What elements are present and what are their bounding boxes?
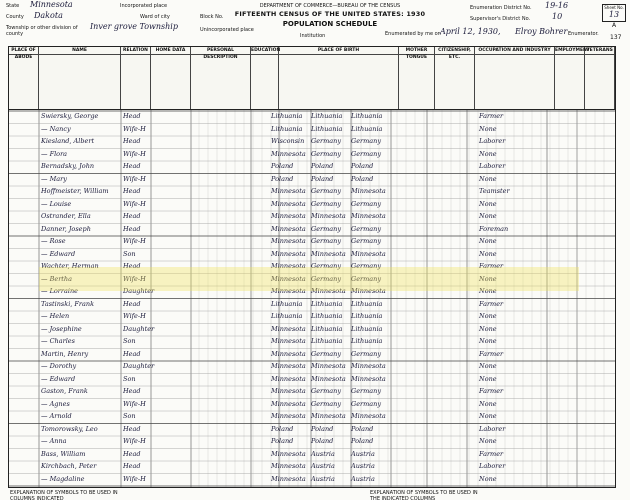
cell-name: — Mary: [41, 174, 67, 183]
footer-right-note: EXPLANATION OF SYMBOLS TO BE USED IN THE INDICATED COLUMNS: [370, 490, 478, 502]
cell-name: Bernadsky, John: [41, 162, 95, 170]
census-title: FIFTEENTH CENSUS OF THE UNITED STATES: 1930: [234, 10, 426, 18]
cell-relation: Head: [123, 387, 141, 395]
table-row: [9, 111, 613, 124]
cell-mother: Germany: [351, 149, 382, 158]
cell-relation: Head: [123, 224, 141, 233]
cell-occupation: None: [479, 362, 497, 370]
cell-relation: Head: [123, 262, 141, 270]
table-row: [9, 149, 613, 162]
sheet-header: [0, 0, 630, 44]
cell-occupation: None: [479, 199, 497, 208]
cell-mother: Germany: [351, 399, 382, 408]
cell-name: Tomorowsky, Leo: [41, 424, 98, 433]
block-label: Block No.: [200, 14, 224, 20]
table-row: [9, 374, 613, 387]
column-section: [555, 47, 590, 109]
cell-mother: Minnesota: [351, 374, 386, 383]
cell-mother: Germany: [351, 199, 382, 208]
cell-occupation: None: [479, 337, 497, 345]
cell-occupation: Teamster: [479, 187, 510, 195]
cell-name: Hoffmeister, William: [41, 187, 109, 195]
sheet-letter: A: [612, 22, 617, 29]
table-row: [9, 299, 613, 312]
cell-birth: Poland: [271, 437, 294, 445]
cell-name: Martin, Henry: [41, 349, 89, 358]
cell-occupation: None: [479, 212, 497, 220]
table-row: [9, 224, 613, 237]
cell-father: Lithuania: [311, 337, 343, 345]
column-section-label: RELATION: [121, 47, 150, 55]
cell-occupation: None: [479, 324, 497, 333]
cell-relation: Head: [123, 112, 141, 120]
cell-relation: Wife-H: [123, 124, 146, 133]
cell-birth: Lithuania: [271, 124, 303, 133]
table-row: [9, 161, 613, 174]
column-section: [151, 47, 191, 109]
cell-relation: Wife-H: [123, 399, 146, 408]
township-label: Township or other division of county: [6, 25, 78, 37]
cell-father: Minnesota: [311, 374, 346, 383]
cell-mother: Austria: [351, 462, 375, 470]
cell-mother: Minnesota: [351, 287, 386, 295]
cell-name: — Dorothy: [41, 362, 77, 370]
institution-label: Institution: [300, 33, 326, 39]
cell-name: — Anna: [41, 437, 67, 445]
enumerated-label: Enumerated by me on: [385, 31, 441, 37]
column-section-label: EMPLOYMENT: [555, 48, 590, 53]
cell-name: — Bertha: [41, 274, 72, 283]
cell-father: Germany: [311, 262, 342, 270]
cell-name: — Helen: [41, 312, 70, 320]
enumerator-name: Elroy Bohrer: [515, 27, 568, 36]
cell-birth: Minnesota: [271, 412, 306, 420]
table-row: [9, 399, 613, 412]
column-section: [9, 47, 39, 109]
cell-mother: Minnesota: [351, 412, 386, 420]
column-section-label: VETERANS: [586, 48, 613, 53]
footer-left-note: EXPLANATION OF SYMBOLS TO BE USED IN COLUMNS INDICATED: [10, 490, 118, 502]
column-section-label: PLACE OF ABODE: [9, 47, 38, 55]
cell-relation: Head: [123, 462, 141, 470]
cell-father: Germany: [311, 199, 342, 208]
cell-occupation: Foreman: [479, 224, 509, 233]
sheet-footer: [0, 488, 630, 500]
cell-relation: Wife-H: [123, 149, 146, 158]
cell-mother: Minnesota: [351, 362, 386, 370]
cell-relation: Head: [123, 299, 141, 308]
column-section: [251, 47, 279, 109]
cell-birth: Poland: [271, 162, 294, 170]
table-row: [9, 411, 613, 424]
cell-mother: Poland: [351, 162, 374, 170]
cell-name: Gaston, Frank: [41, 387, 88, 395]
column-section: [121, 47, 151, 109]
cell-father: Poland: [311, 437, 334, 445]
sheet-number-box: [602, 4, 626, 22]
column-section: [399, 47, 435, 109]
cell-birth: Minnesota: [271, 149, 306, 158]
column-section-label: MOTHER TONGUE: [399, 47, 434, 55]
cell-birth: Minnesota: [271, 287, 306, 295]
cell-father: Lithuania: [311, 124, 343, 133]
cell-relation: Wife-H: [123, 474, 146, 483]
sheet-value: 13: [608, 10, 620, 19]
state-label: State: [6, 3, 20, 9]
cell-father: Lithuania: [311, 312, 343, 320]
cell-occupation: None: [479, 374, 497, 383]
cell-mother: Germany: [351, 349, 382, 358]
cell-occupation: Laborer: [479, 162, 506, 170]
column-section: [585, 47, 615, 109]
cell-birth: Minnesota: [271, 399, 306, 408]
cell-occupation: None: [479, 274, 497, 283]
cell-relation: Son: [123, 249, 136, 258]
cell-birth: Minnesota: [271, 324, 306, 333]
column-section-label: OCCUPATION AND INDUSTRY: [475, 47, 554, 55]
cell-occupation: None: [479, 287, 497, 295]
table-row: [9, 211, 613, 224]
incorporated-label: Incorporated place: [120, 3, 168, 9]
cell-name: Swiersky, George: [41, 112, 99, 120]
cell-birth: Lithuania: [271, 312, 303, 320]
column-section-label: PERSONAL DESCRIPTION: [191, 47, 250, 55]
cell-name: — Edward: [41, 249, 76, 258]
cell-occupation: Laborer: [479, 137, 506, 145]
table-row: [9, 436, 613, 449]
cell-father: Germany: [311, 137, 342, 145]
cell-birth: Minnesota: [271, 187, 306, 195]
cell-occupation: None: [479, 249, 497, 258]
table-row: [9, 386, 613, 399]
cell-father: Minnesota: [311, 212, 346, 220]
table-row: [9, 361, 613, 374]
ward-label: Ward of city: [140, 14, 170, 20]
cell-father: Austria: [311, 462, 335, 470]
table-row: [9, 186, 613, 199]
cell-father: Lithuania: [311, 324, 343, 333]
cell-name: Kiesland, Albert: [41, 137, 95, 145]
cell-name: — Magdaline: [41, 474, 85, 483]
cell-relation: Head: [123, 349, 141, 358]
cell-father: Minnesota: [311, 412, 346, 420]
column-section: [435, 47, 475, 109]
cell-birth: Lithuania: [271, 112, 303, 120]
cell-birth: Poland: [271, 424, 294, 433]
cell-father: Germany: [311, 149, 342, 158]
cell-occupation: None: [479, 474, 497, 483]
supervisor-value: 10: [552, 12, 563, 21]
cell-mother: Poland: [351, 437, 374, 445]
district-label: Enumeration District No.: [470, 5, 532, 11]
cell-mother: Minnesota: [351, 187, 386, 195]
cell-name: Ostrander, Ella: [41, 212, 91, 220]
schedule-title: POPULATION SCHEDULE: [282, 20, 378, 28]
cell-occupation: Farmer: [479, 387, 504, 395]
cell-relation: Son: [123, 374, 136, 383]
column-headers: [9, 47, 615, 110]
county-label: County: [6, 14, 24, 20]
cell-birth: Minnesota: [271, 274, 306, 283]
cell-relation: Wife-H: [123, 237, 146, 245]
column-section-label: PLACE OF BIRTH: [279, 47, 398, 55]
cell-mother: Lithuania: [351, 337, 383, 345]
county-value: Dakota: [34, 11, 63, 20]
cell-birth: Minnesota: [271, 462, 306, 470]
cell-occupation: None: [479, 149, 497, 158]
column-section: [279, 47, 399, 109]
cell-mother: Lithuania: [351, 324, 383, 333]
cell-birth: Minnesota: [271, 337, 306, 345]
cell-mother: Minnesota: [351, 249, 386, 258]
cell-father: Austria: [311, 474, 335, 483]
cell-occupation: Farmer: [479, 299, 504, 308]
cell-relation: Head: [123, 212, 141, 220]
cell-occupation: None: [479, 237, 497, 245]
cell-relation: Daughter: [123, 287, 155, 295]
cell-relation: Son: [123, 337, 136, 345]
cell-relation: Wife-H: [123, 174, 146, 183]
cell-name: Bass, William: [41, 449, 86, 458]
table-row: [9, 136, 613, 149]
cell-mother: Germany: [351, 262, 382, 270]
highlight-band: [39, 267, 579, 291]
cell-mother: Germany: [351, 387, 382, 395]
township-value: Inver grove Township: [90, 22, 178, 31]
cell-name: — Charles: [41, 337, 75, 345]
cell-father: Poland: [311, 174, 334, 183]
cell-father: Germany: [311, 187, 342, 195]
table-row: [9, 449, 613, 462]
cell-relation: Wife-H: [123, 312, 146, 320]
cell-name: Tastinski, Frank: [41, 299, 95, 308]
column-section-label: HOME DATA: [151, 47, 190, 55]
cell-name: — Nancy: [41, 124, 71, 133]
table-row: [9, 199, 613, 212]
cell-father: Lithuania: [311, 112, 343, 120]
cell-occupation: Farmer: [479, 449, 504, 458]
cell-birth: Minnesota: [271, 224, 306, 233]
cell-father: Poland: [311, 424, 334, 433]
cell-relation: Head: [123, 424, 141, 433]
cell-relation: Head: [123, 449, 141, 458]
cell-birth: Minnesota: [271, 387, 306, 395]
cell-father: Austria: [311, 449, 335, 458]
cell-relation: Daughter: [123, 324, 155, 333]
cell-relation: Head: [123, 137, 141, 145]
supervisor-label: Supervisor's District No.: [470, 16, 531, 22]
cell-relation: Wife-H: [123, 437, 146, 445]
cell-name: — Louise: [41, 199, 72, 208]
cell-occupation: None: [479, 312, 497, 320]
cell-father: Minnesota: [311, 249, 346, 258]
cell-birth: Minnesota: [271, 249, 306, 258]
cell-father: Poland: [311, 162, 334, 170]
cell-birth: Minnesota: [271, 449, 306, 458]
cell-occupation: None: [479, 399, 497, 408]
cell-birth: Minnesota: [271, 349, 306, 358]
stamp-number: 137: [610, 34, 622, 41]
cell-name: — Flora: [41, 149, 68, 158]
column-section: [191, 47, 251, 109]
table-row: [9, 474, 613, 487]
unincorporated-label: Unincorporated place: [200, 27, 254, 33]
table-row: [9, 336, 613, 349]
table-row: [9, 249, 613, 262]
cell-mother: Minnesota: [351, 212, 386, 220]
cell-relation: Head: [123, 162, 141, 170]
cell-relation: Wife-H: [123, 274, 146, 283]
cell-occupation: None: [479, 124, 497, 133]
cell-birth: Minnesota: [271, 212, 306, 220]
cell-name: — Josephine: [41, 324, 82, 333]
cell-father: Germany: [311, 349, 342, 358]
cell-father: Germany: [311, 387, 342, 395]
cell-mother: Germany: [351, 274, 382, 283]
state-value: Minnesota: [30, 0, 73, 9]
column-section: [39, 47, 121, 109]
table-row: [9, 236, 613, 249]
table-row: [9, 461, 613, 474]
cell-occupation: None: [479, 412, 497, 420]
cell-father: Minnesota: [311, 362, 346, 370]
cell-mother: Germany: [351, 237, 382, 245]
cell-relation: Daughter: [123, 362, 155, 370]
cell-name: — Lorraine: [41, 287, 78, 295]
column-section: [475, 47, 555, 109]
cell-name: Wachter, Herman: [41, 262, 99, 270]
cell-birth: Wisconsin: [271, 137, 305, 145]
cell-father: Germany: [311, 399, 342, 408]
column-section-label: CITIZENSHIP, ETC.: [435, 47, 474, 55]
cell-birth: Minnesota: [271, 474, 306, 483]
cell-name: — Edward: [41, 374, 76, 383]
cell-mother: Lithuania: [351, 312, 383, 320]
cell-occupation: None: [479, 437, 497, 445]
table-row: [9, 349, 613, 362]
cell-father: Germany: [311, 274, 342, 283]
column-section-label: NAME: [39, 47, 120, 55]
enumerator-label: Enumerator.: [568, 31, 599, 37]
sheet-label: Sheet No.: [604, 5, 624, 10]
cell-occupation: Farmer: [479, 112, 504, 120]
cell-mother: Lithuania: [351, 299, 383, 308]
cell-father: Germany: [311, 224, 342, 233]
cell-mother: Germany: [351, 137, 382, 145]
cell-occupation: Farmer: [479, 262, 504, 270]
table-row: [9, 424, 613, 437]
cell-relation: Head: [123, 187, 141, 195]
cell-birth: Minnesota: [271, 374, 306, 383]
column-section-label: EDUCATION: [251, 48, 281, 53]
table-row: [9, 311, 613, 324]
cell-birth: Minnesota: [271, 262, 306, 270]
table-row: [9, 174, 613, 187]
cell-birth: Minnesota: [271, 237, 306, 245]
cell-birth: Poland: [271, 174, 294, 183]
cell-occupation: Laborer: [479, 424, 506, 433]
cell-mother: Lithuania: [351, 124, 383, 133]
district-value: 19-16: [545, 1, 569, 10]
enumerated-date: April 12, 1930,: [440, 27, 501, 36]
cell-birth: Lithuania: [271, 299, 303, 308]
table-row: [9, 324, 613, 337]
cell-occupation: None: [479, 174, 497, 183]
cell-relation: Wife-H: [123, 199, 146, 208]
cell-occupation: Farmer: [479, 349, 504, 358]
cell-name: — Rose: [41, 237, 66, 245]
table-row: [9, 124, 613, 137]
department-line: DEPARTMENT OF COMMERCE—BUREAU OF THE CENSUS: [259, 3, 401, 9]
cell-mother: Poland: [351, 424, 374, 433]
cell-name: Kirchbach, Peter: [41, 462, 97, 470]
cell-father: Lithuania: [311, 299, 343, 308]
cell-occupation: Laborer: [479, 462, 506, 470]
cell-name: — Arnold: [41, 412, 72, 420]
cell-mother: Lithuania: [351, 112, 383, 120]
cell-birth: Minnesota: [271, 199, 306, 208]
cell-mother: Austria: [351, 474, 375, 483]
cell-mother: Austria: [351, 449, 375, 458]
cell-mother: Germany: [351, 224, 382, 233]
cell-father: Germany: [311, 237, 342, 245]
cell-name: — Agnes: [41, 399, 70, 408]
cell-relation: Son: [123, 412, 136, 420]
cell-name: Danner, Joseph: [41, 224, 91, 233]
census-table: [8, 46, 616, 488]
cell-mother: Poland: [351, 174, 374, 183]
cell-father: Minnesota: [311, 287, 346, 295]
cell-birth: Minnesota: [271, 362, 306, 370]
